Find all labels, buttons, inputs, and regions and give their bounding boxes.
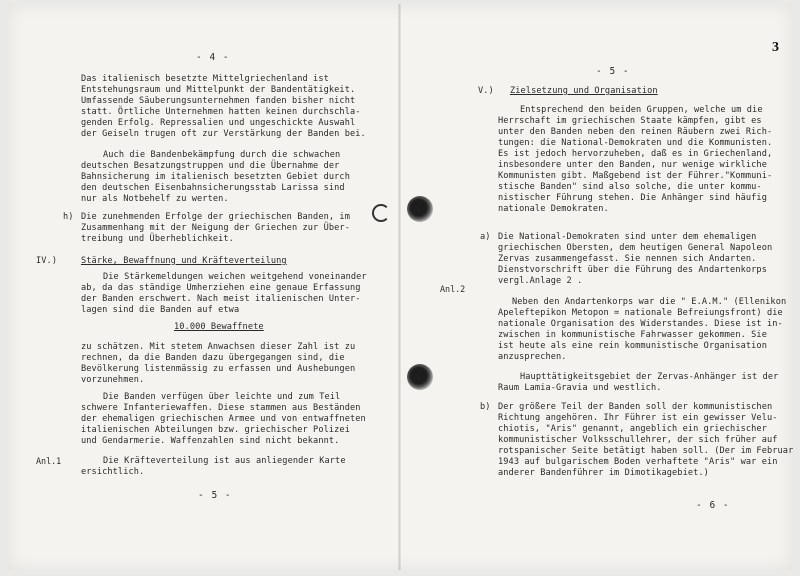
section-heading: Zielsetzung und Organisation: [510, 86, 658, 96]
text-line: unter den Banden neben den reinen Räubern zwei Rich-: [498, 127, 773, 137]
text-line: Entsprechend den beiden Gruppen, welche um die: [520, 105, 763, 115]
text-line: Zusammenhang mit der Neigung der Griechen zur Über-: [81, 223, 350, 233]
text-line: Apeleftерikon Metopon = nationale Befreiungsfront) die: [498, 308, 783, 318]
text-line: Dienstvorschrift über die Führung des Andartenkorps: [498, 265, 767, 275]
text-line: vorzunehmen.: [81, 375, 145, 385]
text-line: lagen sind die Banden auf etwa: [81, 305, 240, 315]
section-marker: V.): [478, 86, 494, 96]
text-line: Richtung angehören. Ihr Führer ist ein gewisser Velu-: [498, 413, 778, 423]
text-line: anzusprechen.: [498, 352, 567, 362]
text-line: ersichtlich.: [81, 467, 145, 477]
text-line: genden Erfolg. Repressalien und ungeschickte Auswahl: [81, 118, 356, 128]
text-line: Die zunehmenden Erfolge der griechischen Banden, im: [81, 212, 350, 222]
right-page: [400, 0, 800, 576]
text-line: treibung und Überheblichkeit.: [81, 234, 234, 244]
text-line: den deutschen Eisenbahnsicherungsstab Larissa sind: [81, 183, 345, 193]
text-line: der Geiseln trugen oft zur Verstärkung der Banden bei.: [81, 129, 366, 139]
text-line: italienischen Abteilungen bzw. griechischer Polizei: [81, 425, 350, 435]
text-line: Die Banden verfügen über leichte und zum Teil: [103, 392, 341, 402]
text-line: zwischen in kommunistische Fahrwasser gekommen. Sie: [498, 330, 767, 340]
text-line: ist heute als eine rein kommunistische Organisation: [498, 341, 767, 351]
text-line: Das italienisch besetzte Mittelgriechenland ist: [81, 74, 329, 84]
text-line: deutschen Besatzungstruppen und die Übernahme der: [81, 161, 340, 171]
text-line: Neben den Andartenkorps war die " E.A.M." (Ellenikon: [512, 297, 787, 307]
section-heading: Stärke, Bewaffnung und Kräfteverteilung: [81, 256, 287, 266]
punch-hole-ring: [372, 204, 390, 222]
text-line: Haupttätigkeitsgebiet der Zervas-Anhänger ist der: [520, 372, 779, 382]
text-line: zu schätzen. Mit stetem Anwachsen dieser Zahl ist zu: [81, 342, 356, 352]
strength-figure: 10.000 Bewaffnete: [174, 322, 264, 332]
text-line: chiotis, "Aris" genannt, angeblich ein griechischer: [498, 424, 767, 434]
text-line: Kommunisten gibt. Maßgebend ist der Führer."Kommuni-: [498, 171, 773, 181]
left-page-number-bottom: - 5 -: [198, 490, 232, 501]
corner-page-number: 3: [772, 40, 779, 55]
text-line: Die Kräfteverteilung ist aus anliegender Karte: [103, 456, 346, 466]
text-line: rotspanischer Seite betätigt haben soll. (Der im Februar: [498, 446, 794, 456]
item-h-marker: h): [63, 212, 74, 222]
text-line: Die National-Demokraten sind unter dem ehemaligen: [498, 232, 757, 242]
text-line: Raum Lamia-Gravia und westlich.: [498, 383, 662, 393]
text-line: ab, da das ständige Umherziehen eine genaue Erfassung: [81, 283, 361, 293]
text-line: und Gendarmerie. Waffenzahlen sind nicht bekannt.: [81, 436, 340, 446]
text-line: der Banden erschwert. Nach meist italienischen Unter-: [81, 294, 361, 304]
text-line: der ehemaligen griechischen Armee und von entwaffneten: [81, 414, 366, 424]
text-line: anderer Bandenführer im Dimotikagebiet.): [498, 468, 709, 478]
text-line: 1943 auf bulgarischem Boden verhaftete "Aris" war ein: [498, 457, 778, 467]
text-line: Entstehungsraum und Mittelpunkt der Bandentätigkeit.: [81, 85, 356, 95]
text-line: Es ist jedoch hervorzuheben, daß es in Griechenland,: [498, 149, 773, 159]
section-marker: IV.): [36, 256, 58, 266]
text-line: nur als Notbehelf zu werten.: [81, 194, 229, 204]
text-line: griechischen Obersten, dem heutigen General Napoleon: [498, 243, 773, 253]
text-line: tungen: die National-Demokraten und die Kommunisten.: [498, 138, 773, 148]
punch-hole: [407, 196, 433, 222]
text-line: Zervas zusammengefasst. Sie nennen sich Andarten.: [498, 254, 757, 264]
left-page-number-top: - 4 -: [196, 52, 230, 63]
right-page-number-bottom: - 6 -: [696, 500, 730, 511]
text-line: vergl.Anlage 2 .: [498, 276, 583, 286]
punch-hole: [407, 364, 433, 390]
text-line: stische Banden" sind also solche, die unter kommu-: [498, 182, 762, 192]
text-line: Umfassende Säuberungsunternehmen fanden bisher nicht: [81, 96, 356, 106]
text-line: Bahnsicherung im italienisch besetzten Gebiet durch: [81, 172, 350, 182]
text-line: statt. Örtliche Unternehmen hatten keinen durchschla-: [81, 107, 361, 117]
text-line: nationale Organisation des Widerstandes. Diese ist in-: [498, 319, 783, 329]
item-a-marker: a): [480, 232, 491, 242]
text-line: Auch die Bandenbekämpfung durch die schwachen: [103, 150, 341, 160]
text-line: kommunistischer Volksschullehrer, der sich früher auf: [498, 435, 778, 445]
text-line: Der größere Teil der Banden soll der kommunistischen: [498, 402, 773, 412]
annex-1-marker: Anl.1: [36, 456, 62, 466]
text-line: schwere Infanteriewaffen. Diese stammen aus Beständen: [81, 403, 361, 413]
text-line: nistischer Führung stehen. Die Anhänger sind häufig: [498, 193, 767, 203]
text-line: Bevölkerung listenmässig zu erfassen und Aushebungen: [81, 364, 356, 374]
text-line: insbesondere unter den Banden, nur wenige wirkliche: [498, 160, 767, 170]
right-page-number-top: - 5 -: [596, 66, 630, 77]
text-line: Die Stärkemeldungen weichen weitgehend voneinander: [103, 272, 367, 282]
annex-2-marker: Anl.2: [440, 284, 466, 294]
text-line: rechnen, da die Banden dazu übergegangen sind, die: [81, 353, 345, 363]
item-b-marker: b): [480, 402, 491, 412]
text-line: nationale Demokraten.: [498, 204, 609, 214]
text-line: Herrschaft im griechischen Staate kämpfen, gibt es: [498, 116, 762, 126]
